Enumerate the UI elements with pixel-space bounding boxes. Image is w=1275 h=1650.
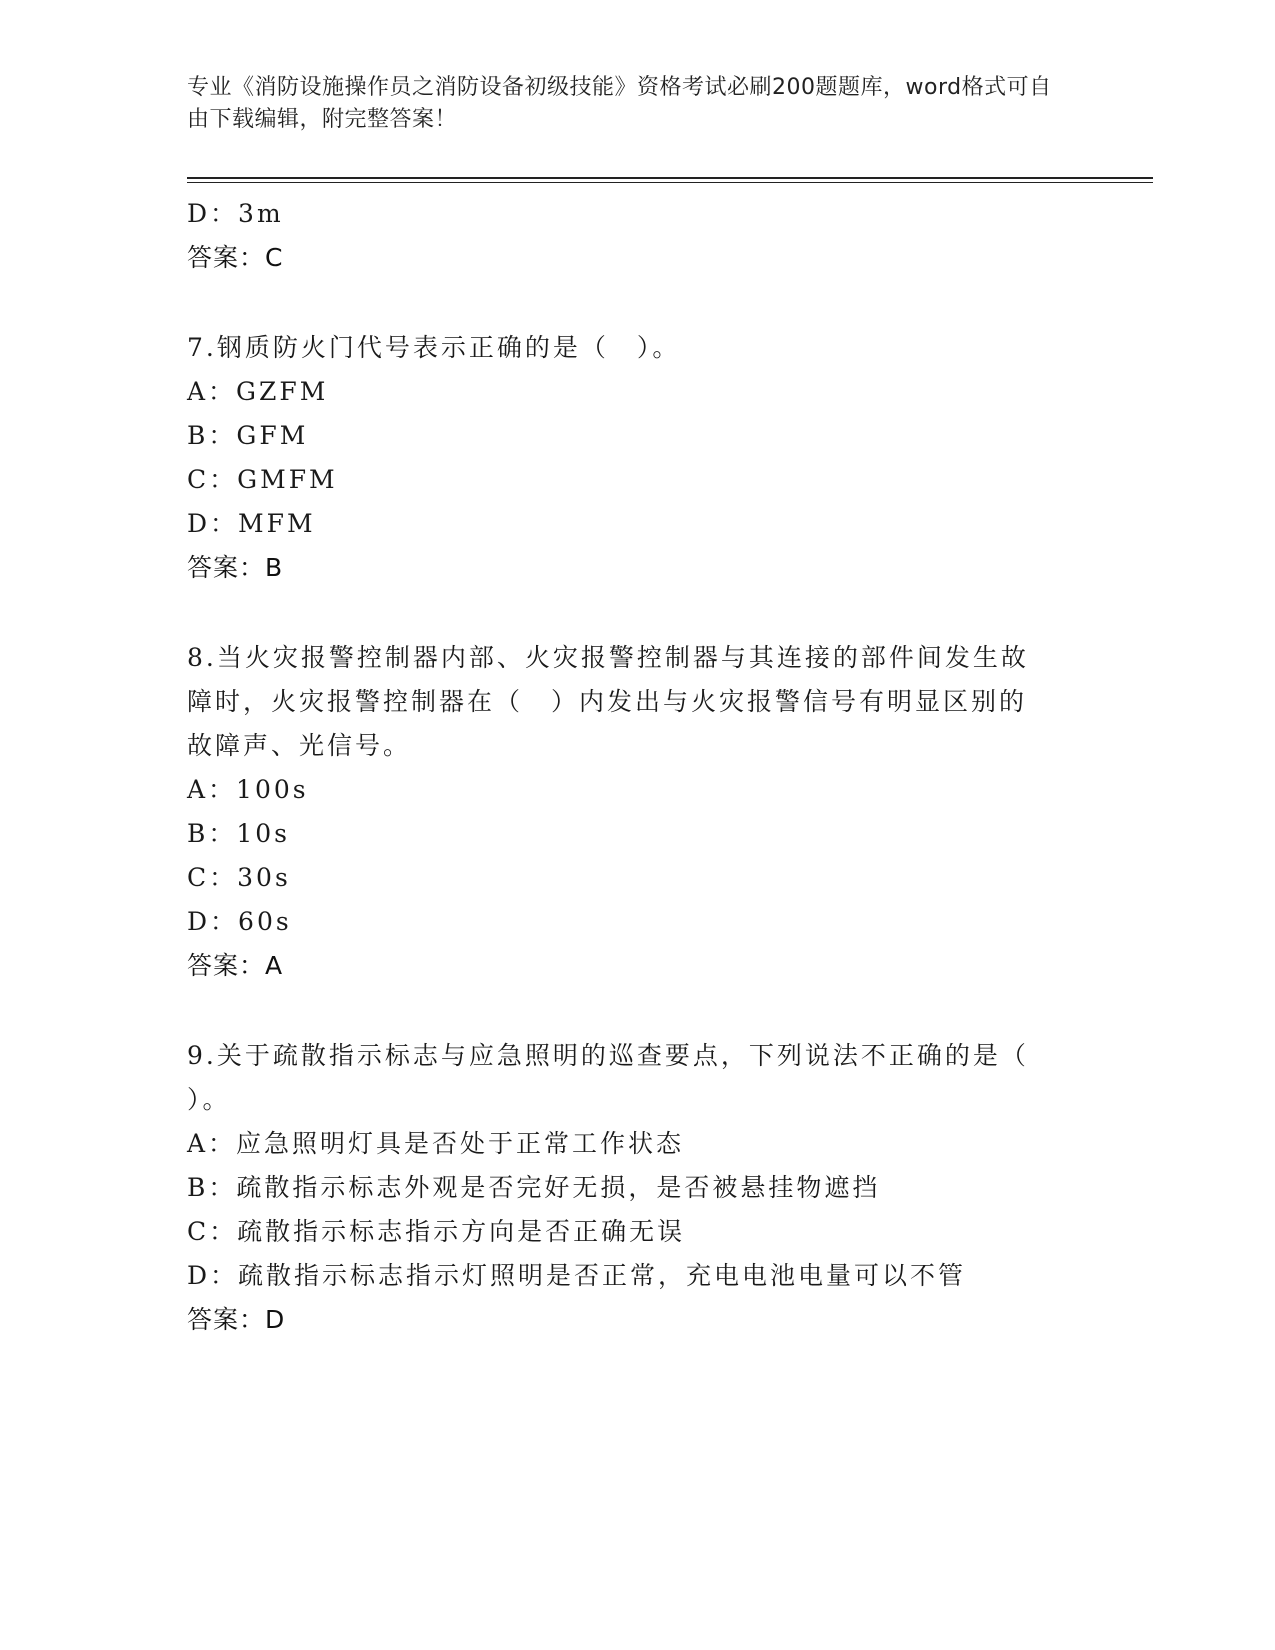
q9-option-a: A：应急照明灯具是否处于正常工作状态	[187, 1129, 685, 1158]
header-rule-thick	[187, 177, 1153, 179]
q6-option-d: D：3m	[187, 199, 284, 228]
header-rule-thin	[187, 182, 1153, 183]
q7-stem: 7.钢质防火门代号表示正确的是（ ）。	[187, 333, 681, 362]
q7-answer: 答案：B	[187, 553, 284, 582]
q8-option-d: D：60s	[187, 907, 292, 936]
q7-option-b: B：GFM	[187, 421, 309, 450]
q9-stem-line1: 9.关于疏散指示标志与应急照明的巡查要点，下列说法不正确的是（	[187, 1041, 1029, 1070]
q8-option-b: B：10s	[187, 819, 291, 848]
q9-stem-line2: ）。	[187, 1085, 231, 1114]
q7-option-a: A：GZFM	[187, 377, 329, 406]
document-header: 专业《消防设施操作员之消防设备初级技能》资格考试必刷200题题库，word格式可自由下载编辑，附完整答案！	[187, 75, 1052, 132]
q8-answer: 答案：A	[187, 951, 284, 980]
q8-stem-line3: 故障声、光信号。	[187, 731, 412, 760]
q9-answer: 答案：D	[187, 1305, 286, 1334]
q7-option-d: D：MFM	[187, 509, 316, 538]
q8-stem-line2: 障时，火灾报警控制器在（ ）内发出与火灾报警信号有明显区别的	[187, 687, 1028, 716]
q9-option-c: C：疏散指示标志指示方向是否正确无误	[187, 1217, 686, 1246]
q8-option-a: A：100s	[187, 775, 309, 804]
q8-option-c: C：30s	[187, 863, 291, 892]
q6-answer: 答案：C	[187, 243, 284, 272]
q8-stem-line1: 8.当火灾报警控制器内部、火灾报警控制器与其连接的部件间发生故	[187, 643, 1029, 672]
q7-option-c: C：GMFM	[187, 465, 338, 494]
q9-option-d: D：疏散指示标志指示灯照明是否正常，充电电池电量可以不管	[187, 1261, 967, 1290]
q9-option-b: B：疏散指示标志外观是否完好无损，是否被悬挂物遮挡	[187, 1173, 881, 1202]
